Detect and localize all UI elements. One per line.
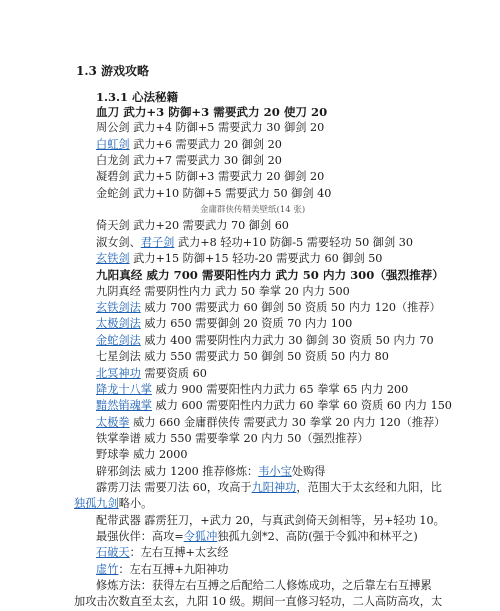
text-segment: 威力 660 金庸群侠传 需要武力 30 拳掌 20 内力 120（推荐） xyxy=(129,415,446,429)
text-line xyxy=(74,594,496,610)
text-segment: 七星剑法 威力 550 需要武力 50 御剑 50 资质 50 内力 80 xyxy=(96,350,389,364)
text-line xyxy=(96,267,496,283)
text-line xyxy=(96,186,496,202)
text-segment: 凝碧剑 武力+5 防御+3 需要武力 20 御剑 20 xyxy=(96,170,325,184)
text-segment: 处购得 xyxy=(291,464,326,478)
text-segment: 加攻击次数直至太玄，九阳 10 级。期间一直修习轻功，二人高防高攻，太 xyxy=(74,595,443,609)
inline-link[interactable]: 君子剑 xyxy=(140,235,175,249)
text-line xyxy=(96,153,496,169)
text-line xyxy=(96,447,496,463)
inline-link[interactable]: 九阳神功 xyxy=(251,480,297,494)
text-segment: ：左右互搏+太玄经 xyxy=(129,546,229,560)
text-line xyxy=(96,578,496,594)
text-line xyxy=(96,545,496,561)
text-line xyxy=(96,366,496,382)
text-segment: 威力 650 需要御剑 20 资质 70 内力 100 xyxy=(140,317,353,331)
text-segment: 独孤九剑*2、高防(强于令狐冲和林平之) xyxy=(217,529,418,543)
inline-link[interactable]: 虚竹 xyxy=(96,562,119,576)
text-segment: 铁掌拳谱 威力 550 需要拳掌 20 内力 50（强烈推荐） xyxy=(96,431,369,445)
inline-link[interactable]: 玄铁剑 xyxy=(96,252,130,266)
text-line xyxy=(96,349,496,365)
text-segment: ，范围大于太玄经和九阳，比 xyxy=(296,480,442,494)
text-line xyxy=(96,529,496,545)
inline-link[interactable]: 韦小宝 xyxy=(258,464,292,478)
text-line xyxy=(96,137,496,153)
inline-link[interactable]: 石破天 xyxy=(96,546,130,560)
text-line xyxy=(96,251,496,267)
text-line xyxy=(96,104,496,120)
content-body xyxy=(74,104,496,611)
text-segment: 需要资质 60 xyxy=(140,366,207,380)
text-line xyxy=(96,382,496,398)
text-segment: 金庸群侠传精美壁纸(14 张) xyxy=(200,205,306,216)
text-line xyxy=(96,300,496,316)
text-segment: 武力+15 防御+15 轻功-20 需要武力 60 御剑 50 xyxy=(129,252,383,266)
text-segment: 威力 900 需要阳性内力武力 65 拳掌 65 内力 200 xyxy=(151,382,409,396)
text-segment: ：左右互搏+九阳神功 xyxy=(118,562,229,576)
inline-link[interactable]: 独孤九剑 xyxy=(74,497,119,511)
text-segment: 野球拳 威力 2000 xyxy=(96,448,188,462)
inline-link[interactable]: 降龙十八掌 xyxy=(96,382,152,396)
text-segment: 霹雳刀法 需要刀法 60，攻高于 xyxy=(96,480,252,494)
text-line xyxy=(96,480,496,496)
inline-link[interactable]: 太极剑法 xyxy=(96,317,141,331)
text-line xyxy=(96,513,496,529)
text-segment: 倚天剑 武力+20 需要武力 70 御剑 60 xyxy=(96,219,289,233)
text-segment: 金蛇剑 武力+10 防御+5 需要武力 50 御剑 40 xyxy=(96,186,332,200)
text-line xyxy=(96,284,496,300)
text-line xyxy=(74,496,496,512)
text-segment: 周公剑 武力+4 防御+5 需要武力 30 御剑 20 xyxy=(96,121,325,135)
text-segment: 辟邪剑法 威力 1200 推荐修炼： xyxy=(96,464,259,478)
text-segment: 武力+6 需要武力 20 御剑 20 xyxy=(129,137,282,151)
text-segment: 最强伙伴：高攻= xyxy=(96,529,184,543)
text-segment: 修炼方法：获得左右互搏之后配给二人修炼成功，之后靠左右互搏累 xyxy=(96,578,432,592)
text-segment: 略小。 xyxy=(118,497,153,511)
text-segment: 武力+8 轻功+10 防御-5 需要轻功 50 御剑 30 xyxy=(174,235,413,249)
text-line xyxy=(96,333,496,349)
text-line xyxy=(96,120,496,136)
text-line xyxy=(96,431,496,447)
text-segment: 九阳真经 威力 700 需要阳性内力 武力 50 内力 300（强烈推荐） xyxy=(96,268,444,283)
inline-link[interactable]: 白虹剑 xyxy=(96,137,130,151)
inline-link[interactable]: 令狐冲 xyxy=(183,529,218,543)
text-line xyxy=(96,398,496,414)
image-caption xyxy=(96,202,496,218)
text-segment: 白龙剑 武力+7 需要武力 30 御剑 20 xyxy=(96,154,282,168)
text-segment: 威力 700 需要武力 60 御剑 50 资质 50 内力 120（推荐） xyxy=(140,301,441,315)
inline-link[interactable]: 玄铁剑法 xyxy=(96,301,141,315)
text-line xyxy=(96,169,496,185)
text-line xyxy=(96,415,496,431)
text-line xyxy=(96,218,496,234)
text-line xyxy=(96,316,496,332)
subsection-heading: 1.3.1 心法秘籍 xyxy=(96,90,179,104)
text-line xyxy=(96,235,496,251)
text-line xyxy=(96,562,496,578)
text-segment: 威力 600 需要阳性内力武力 60 拳掌 60 资质 60 内力 150 xyxy=(151,399,452,413)
text-segment: 血刀 武力+3 防御+3 需要武力 20 使刀 20 xyxy=(96,105,328,119)
inline-link[interactable]: 黯然销魂掌 xyxy=(96,399,152,413)
inline-link[interactable]: 北冥神功 xyxy=(96,366,141,380)
text-segment: 淑女剑、 xyxy=(96,235,141,249)
inline-link[interactable]: 金蛇剑法 xyxy=(96,333,141,347)
text-segment: 配带武器 霹雳狂刀，+武力 20，与真武剑倚天剑相等，另+轻功 10。 xyxy=(96,513,445,527)
inline-link[interactable]: 太极拳 xyxy=(96,415,130,429)
text-segment: 九阴真经 需要阴性内力 武力 50 拳掌 20 内力 500 xyxy=(96,284,350,298)
section-heading: 1.3 游戏攻略 xyxy=(76,64,150,78)
text-segment: 威力 400 需要阴性内力武力 30 御剑 30 资质 50 内力 70 xyxy=(140,333,434,347)
text-line xyxy=(96,464,496,480)
